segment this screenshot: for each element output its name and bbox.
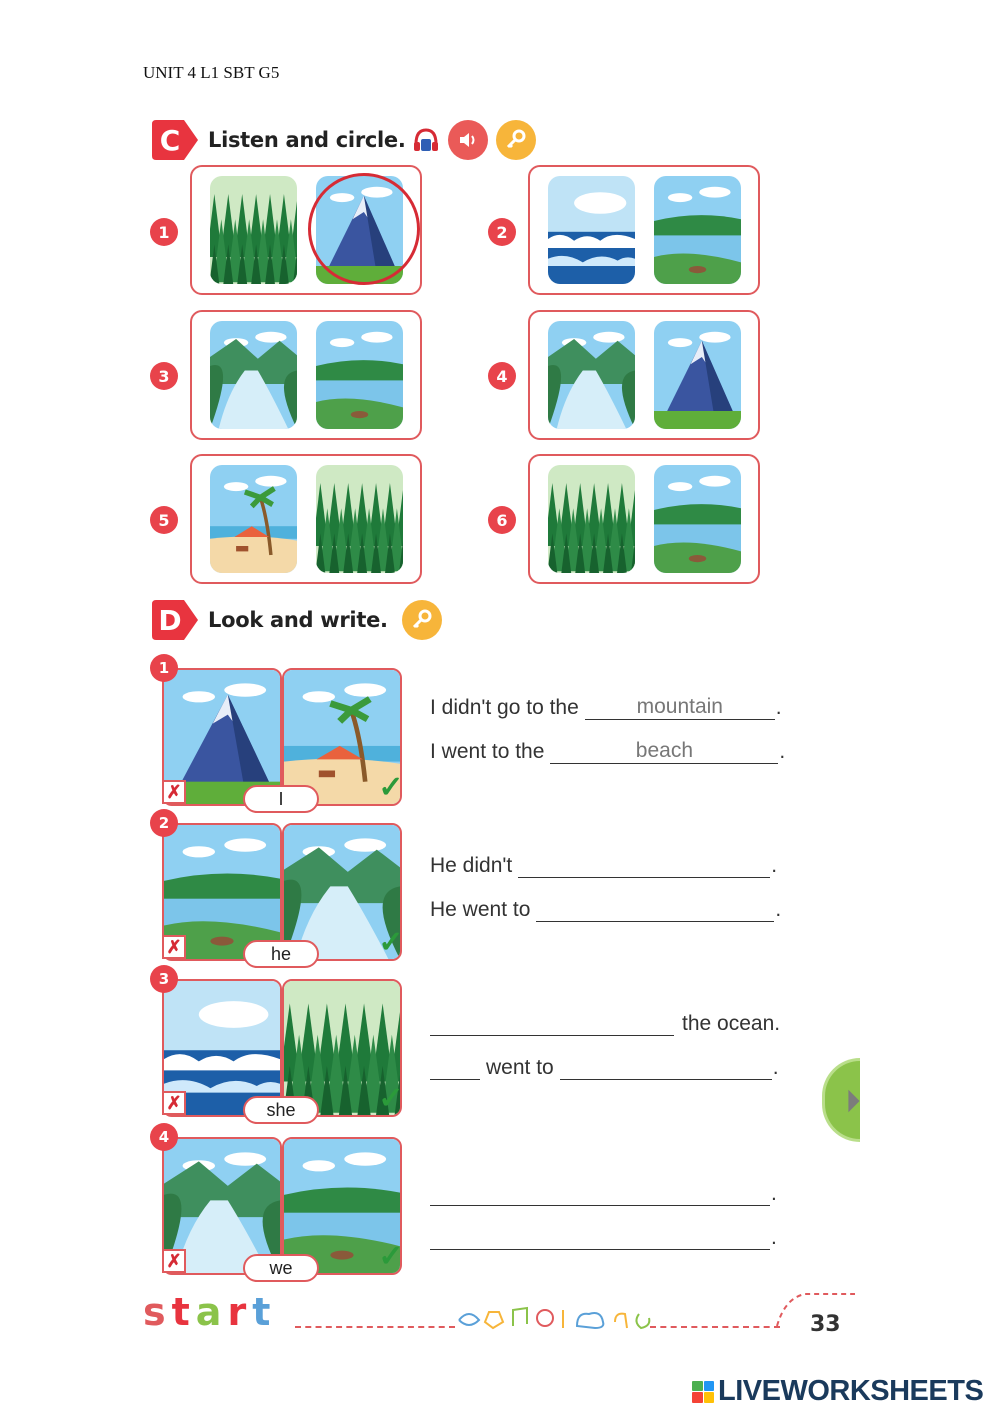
section-d-badge <box>150 600 198 640</box>
section-d-heading: Look and write. <box>208 608 388 632</box>
d2-line2-prefix: He went to <box>430 898 531 921</box>
d-item-number-1: 1 <box>150 654 178 682</box>
d1-line2 <box>430 740 785 764</box>
liveworksheets-mark-icon <box>692 1381 714 1403</box>
d3-line2-blank-b[interactable] <box>560 1056 772 1080</box>
c-item-number-4: 4 <box>488 362 516 390</box>
d2-line2-blank[interactable] <box>536 898 774 922</box>
d1-line1-prefix: I didn't go to the <box>430 696 579 719</box>
c-item-4-left-river-image[interactable] <box>548 321 635 429</box>
d2-line1 <box>430 854 777 878</box>
d4-line2-blank[interactable] <box>430 1226 770 1250</box>
cross-icon: ✗ <box>162 935 186 959</box>
d1-line1-blank[interactable]: mountain <box>585 696 775 720</box>
cross-icon: ✗ <box>162 780 186 804</box>
c-item-1-circle-mark <box>308 173 420 285</box>
c-item-5-left-beach-image[interactable] <box>210 465 297 573</box>
c-item-6-right-lake-image[interactable] <box>654 465 741 573</box>
d-item-number-2: 2 <box>150 809 178 837</box>
section-c-heading: Listen and circle. <box>208 128 406 152</box>
doodle-icons <box>455 1300 655 1334</box>
d1-line2-end: . <box>779 740 786 763</box>
d-item-1-pronoun: I <box>243 785 319 813</box>
section-c-title-row <box>150 120 536 160</box>
c-item-number-5: 5 <box>150 506 178 534</box>
start-wordmark: start <box>143 1290 277 1334</box>
d3-line2-blank-a[interactable] <box>430 1056 480 1080</box>
d2-line2 <box>430 898 781 922</box>
d2-line1-blank[interactable] <box>518 854 770 878</box>
page-number: 33 <box>810 1312 841 1337</box>
c-item-number-2: 2 <box>488 218 516 246</box>
d2-line1-end: . <box>771 854 778 877</box>
check-icon: ✓ <box>378 1239 404 1273</box>
c-item-5 <box>190 454 422 584</box>
d-item-number-3: 3 <box>150 965 178 993</box>
d3-line1 <box>430 1012 780 1036</box>
cross-icon: ✗ <box>162 1091 186 1115</box>
d3-line2-mid: went to <box>486 1056 554 1079</box>
c-item-3-left-river-image[interactable] <box>210 321 297 429</box>
d4-line1-end: . <box>771 1182 777 1205</box>
footer-dash-right <box>650 1326 780 1328</box>
check-icon: ✓ <box>378 770 404 804</box>
check-icon: ✓ <box>378 1081 404 1115</box>
c-item-1-left-forest-image[interactable] <box>210 176 297 284</box>
d-item-4-pronoun: we <box>243 1254 319 1282</box>
d1-line1 <box>430 696 782 720</box>
page-header: UNIT 4 L1 SBT G5 <box>143 63 280 82</box>
d4-line1-blank[interactable] <box>430 1182 770 1206</box>
section-c-badge <box>150 120 198 160</box>
d3-line2-end: . <box>772 1056 779 1079</box>
d1-line2-blank[interactable]: beach <box>550 740 778 764</box>
c-item-3 <box>190 310 422 440</box>
c-item-2-right-lake-image[interactable] <box>654 176 741 284</box>
next-page-tab[interactable] <box>822 1058 860 1142</box>
key-icon <box>504 128 528 152</box>
liveworksheets-logo <box>692 1375 983 1408</box>
answer-key-button-d[interactable] <box>402 600 442 640</box>
d-item-3-pronoun: she <box>243 1096 319 1124</box>
section-d-letter: D <box>158 604 182 637</box>
c-item-2 <box>528 165 760 295</box>
c-item-4 <box>528 310 760 440</box>
d4-line2-end: . <box>771 1226 777 1249</box>
d3-line1-suffix: the ocean. <box>682 1012 781 1035</box>
speaker-icon <box>456 128 480 152</box>
c-item-6-left-forest-image[interactable] <box>548 465 635 573</box>
c-item-4-right-mountain-image[interactable] <box>654 321 741 429</box>
check-icon: ✓ <box>378 925 404 959</box>
d2-line2-end: . <box>775 898 782 921</box>
section-c-letter: C <box>159 124 181 157</box>
d1-line1-end: . <box>775 696 782 719</box>
d2-line1-prefix: He didn't <box>430 854 513 877</box>
d4-line2 <box>430 1226 777 1250</box>
headphones-icon <box>412 126 440 154</box>
c-item-5-right-forest-image[interactable] <box>316 465 403 573</box>
section-d-title-row <box>150 600 442 640</box>
c-item-3-right-lake-image[interactable] <box>316 321 403 429</box>
key-icon <box>410 608 434 632</box>
cross-icon: ✗ <box>162 1249 186 1273</box>
answer-key-button-c[interactable] <box>496 120 536 160</box>
d4-line1 <box>430 1182 777 1206</box>
c-item-6 <box>528 454 760 584</box>
c-item-2-left-ocean-image[interactable] <box>548 176 635 284</box>
c-item-number-3: 3 <box>150 362 178 390</box>
d3-line2 <box>430 1056 779 1080</box>
c-item-number-6: 6 <box>488 506 516 534</box>
liveworksheets-text: LIVEWORKSHEETS <box>718 1375 984 1407</box>
c-item-number-1: 1 <box>150 218 178 246</box>
d3-line1-blank[interactable] <box>430 1012 674 1036</box>
d1-line2-prefix: I went to the <box>430 740 545 763</box>
play-arrow-icon <box>847 1083 861 1119</box>
d-item-2-pronoun: he <box>243 940 319 968</box>
footer-dash-left <box>295 1326 455 1328</box>
audio-button[interactable] <box>448 120 488 160</box>
d-item-number-4: 4 <box>150 1123 178 1151</box>
